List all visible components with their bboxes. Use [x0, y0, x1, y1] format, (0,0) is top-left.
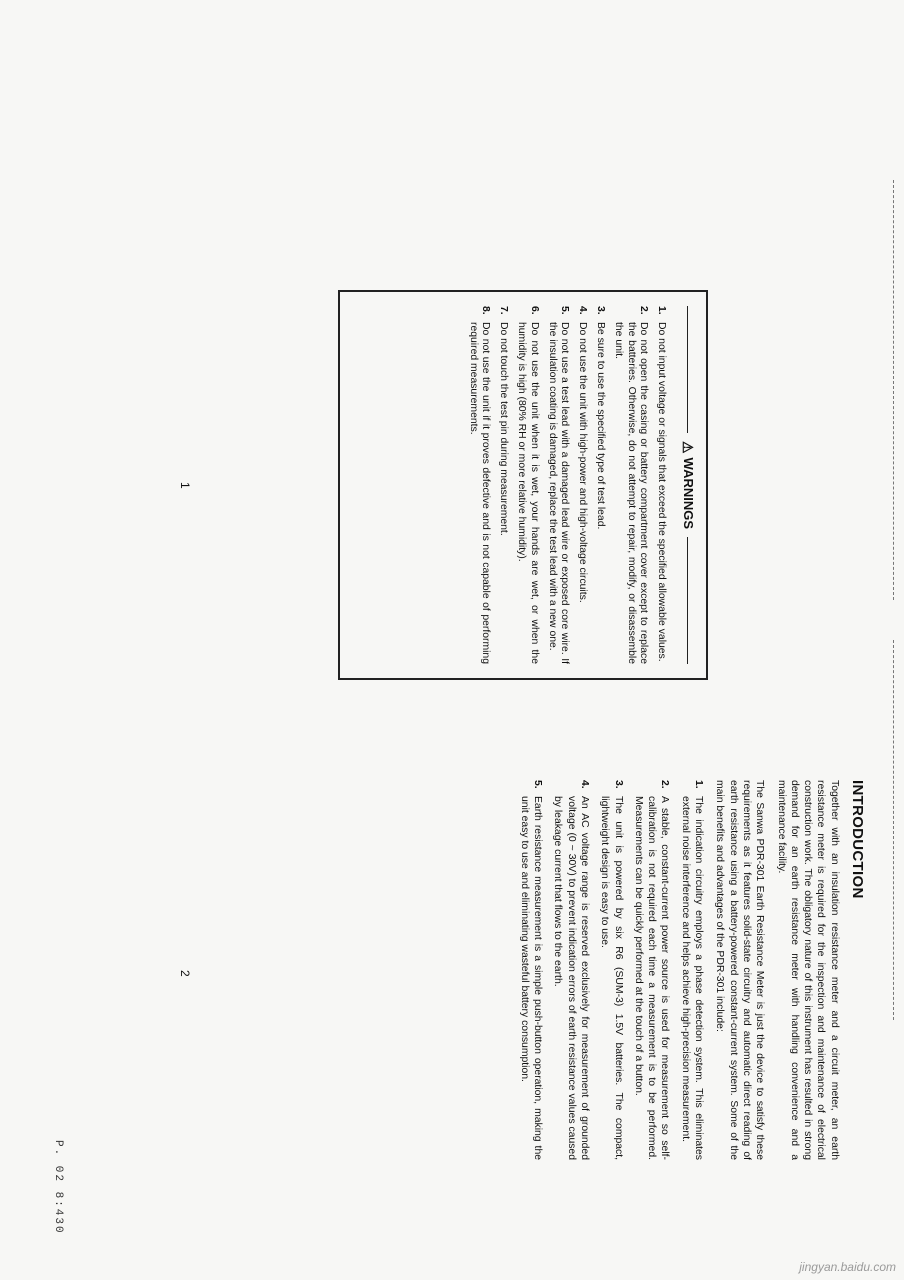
page-number-right: 2 [178, 970, 192, 977]
header-rule [687, 306, 688, 433]
list-item [593, 306, 606, 664]
item-number: 3. [612, 780, 624, 789]
item-text: Do not use the unit with high-power and high-voltage circuits. [577, 322, 589, 603]
list-item [575, 306, 588, 664]
item-text: An AC voltage range is reserved exclusively for measurement of grounded voltage (0 ~ 30V) to prevent indication errors of earth resistance values caused by leakage current that flows to the earth. [552, 796, 590, 1160]
item-text: A stable, constant-current power source is used for measurement so self-calibration is not required each time a measurement is to be performed. Measurements can be quickly performed at the touch of a button. [632, 796, 671, 1160]
item-text: Do not open the casing or battery compartment cover except to replace the batteries. Otherwise, do not attempt to repair, modify, or disassemble the unit. [612, 322, 650, 664]
item-number: 5. [532, 780, 544, 789]
item-text: The unit is powered by six R6 (SUM-3) 1.5V batteries. The compact, lightweight design is easy to use. [599, 796, 624, 1160]
warnings-header [681, 306, 694, 664]
warning-triangle-icon: ⚠ [680, 440, 696, 454]
watermark: jingyan.baidu.com [799, 1260, 896, 1274]
item-text: Do not touch the test pin during measurement. [498, 322, 510, 536]
list-item [611, 306, 649, 664]
intro-benefits-list [517, 780, 705, 1160]
item-text: Earth resistance measurement is a simple push-button operation, making the unit easy to use and eliminating wasteful battery consumption. [518, 796, 544, 1160]
list-item [551, 780, 591, 1160]
list-item [466, 306, 492, 664]
list-item [496, 306, 509, 664]
intro-paragraph: The Sanwa PDR-301 Earth Resistance Meter is just the device to satisfy these requirements as it features solid-state circuitry and automatic direct reading of earth resistance using a battery-powered constant-current system. Some of the main benefits and advantages of the PDR-301 include: [714, 780, 766, 1160]
list-item [598, 780, 625, 1160]
item-number: 1. [693, 780, 705, 789]
scan-dash-line [893, 640, 894, 1020]
item-text: Do not use the unit when it is wet, your hands are wet, or when the humidity is high (80% RH or more relative humidity). [516, 322, 540, 664]
warnings-heading: WARNINGS [681, 457, 696, 530]
item-text: Do not use a test lead with a damaged lead wire or exposed core wire. If the insulation coating is damaged, replace the test lead with a new one. [546, 322, 571, 664]
list-item [545, 306, 571, 664]
introduction-section [510, 780, 864, 1160]
item-number: 2. [638, 306, 650, 315]
list-item [632, 780, 672, 1160]
item-text: The indication circuitry employs a phase detection system. This eliminates external noise interference and helps achieve high-precision measurement. [679, 796, 705, 1160]
page-number-left: 1 [178, 482, 192, 489]
item-number: 2. [659, 780, 671, 789]
item-number: 4. [578, 780, 590, 789]
introduction-heading: INTRODUCTION [849, 780, 866, 899]
warnings-title [681, 441, 694, 529]
list-item [654, 306, 667, 664]
warnings-box [338, 290, 708, 680]
list-item [517, 780, 544, 1160]
item-number: 1. [656, 306, 668, 315]
intro-paragraph: Together with an insulation resistance meter and a circuit meter, an earth resistance meter is required for the inspection and maintenance of electrical construction work. The obligatory nature of this instrument has resulted in strong demand for an earth resistance meter with handling convenience and a maintenance facility. [775, 780, 840, 1160]
fax-footer: P. 02 8:430 [52, 1140, 64, 1235]
list-item [678, 780, 705, 1160]
item-number: 7. [498, 306, 510, 315]
item-number: 8. [480, 306, 492, 315]
item-number: 6. [528, 306, 540, 315]
list-item [514, 306, 540, 664]
header-rule [687, 537, 688, 664]
warnings-list [466, 306, 667, 664]
item-text: Do not use the unit if it proves defective and is not capable of performing required measurements. [467, 322, 492, 664]
item-number: 5. [559, 306, 571, 315]
scan-dash-line [893, 180, 894, 600]
item-number: 4. [577, 306, 589, 315]
item-number: 3. [595, 306, 607, 315]
item-text: Be sure to use the specified type of test lead. [595, 322, 607, 530]
item-text: Do not input voltage or signals that exceed the specified allowable values. [656, 322, 668, 662]
